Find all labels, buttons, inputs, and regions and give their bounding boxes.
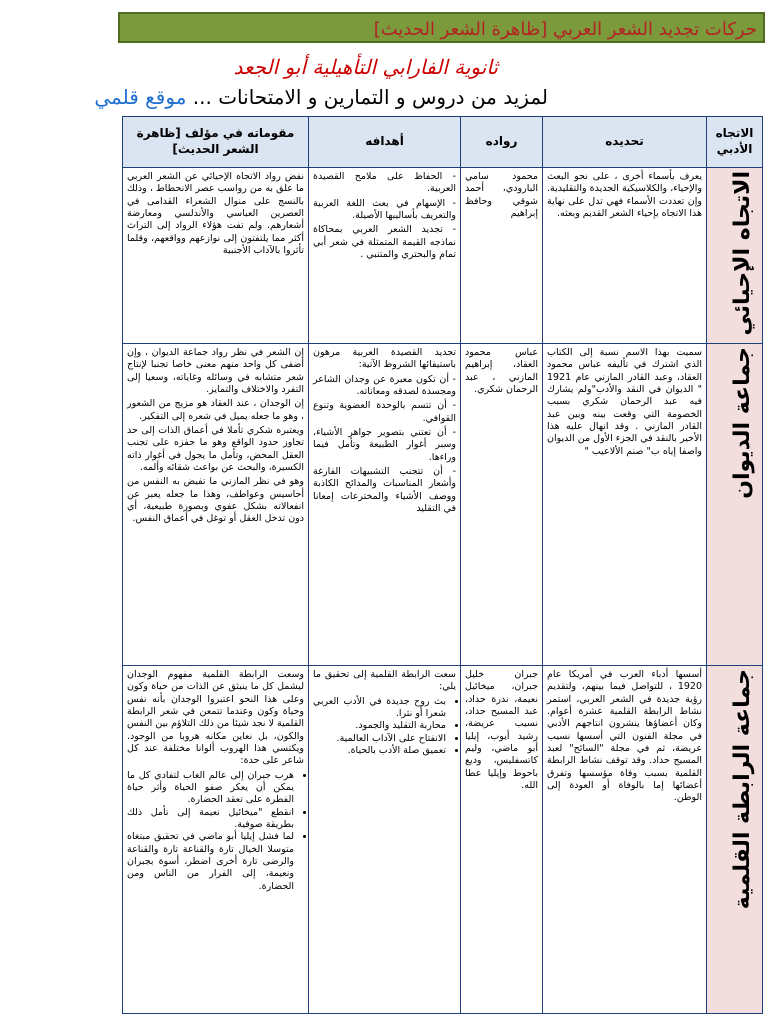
header-trend: الاتجاه الأدبي [707,117,763,168]
trends-table [122,116,763,1014]
school-name: ثانوية الفارابي التأهيلية أبو الجعد [233,55,498,79]
trend-cell [707,168,763,344]
goals-intro: سعت الرابطة القلمية إلى تحقيق ما يلي: [313,668,456,693]
goal-item: • تعميق صلة الأدب بالحياة. [313,745,446,757]
pioneers-cell: جبران خليل جبران، ميخائيل نعيمة، ندرة حداد، عبد المسيح حداد، نسيب عريضة، رشيد أيوب، إيليا أبو ماضي، وليم كاتسفليس، وديع باحوط وإيليا عطا الله. [461,665,543,1013]
site-link[interactable]: موقع قلمي [94,85,187,109]
component-paragraph: نفض رواد الاتجاه الإحيائي عن الشعر العربي ما علق به من رواسب عصر الانحطاط ، وذلك بالنسج على منوال الشعراء القدامى في العصرين العباسي والأندلسي ومعارضة أشعارهم. ولم تفت هؤلاء الرواد إلى التراث أكثر مما يلتفتون إلى نوازعهم وواقعهم، وقلما تأثروا بالآداب الأجنبية [127,171,304,257]
pioneers-cell: محمود سامي البارودي، أحمد شوقي وحافظ إبراهيم [461,168,543,344]
components-intro: وسعت الرابطة القلمية مفهوم الوجدان ليشمل كل ما ينبثق عن الذات من حياة وكون وعلى هذا النحو اعتبروا الوجدان بأنه نفس وحياة وكون وعندما تتمعن في شعر الرابطة القلمية لا نجد شيئا من ذلك التلاؤم بين النفس والكون، بل نعاين مكانه هروبا من الوجود. ويكتسي هذا الهروب ألوانا مختلفة عند كل شاعر على حدة: [127,668,304,767]
goal-item: - أن تتسم بالوحدة العضوية وتنوع القوافي. [313,400,456,424]
more-resources-text: لمزيد من دروس و التمارين و الامتحانات ... [192,85,548,109]
trend-cell [707,343,763,665]
page-title: حركات تجديد الشعر العربي [ظاهرة الشعر الحديث] [118,12,765,43]
component-paragraph: إن الشعر في نظر رواد جماعة الديوان ، وإن أضفى كل واحد منهم معنى خاصا تجنبا لإنتاج شعر متشابه في وسائله وغاياته، وسعيا إلى التفرد والاختلاف والتمايز. [127,346,304,395]
goal-item: • محاربة التقليد والجمود. [313,720,446,732]
goal-item: - أن تكون معبرة عن وجدان الشاعر ومجسدة لصدقه ومعاناته. [313,373,456,397]
components-cell [123,665,309,1013]
header-definition: تحديده [543,117,707,168]
table-row [123,168,763,344]
header-components: مقوماته في مؤلف [ظاهرة الشعر الحديث] [123,117,309,168]
goals-cell [309,665,461,1013]
component-item: • هرب جبران إلى عالم الغاب لتفادي كل ما يمكن أن يعكر صفو الحياة وأثر حياة الفطرة على تعقد الحضارة. [127,770,294,807]
component-paragraph: إن الوجدان ، عند العقاد هو مزيج من الشعور ، وهو ما جعله يميل في شعره إلى التفكير. [127,398,304,422]
trend-cell [707,665,763,1013]
component-paragraph: ويعتبره شكري تأملا في أعماق الذات إلى حد تجاوز حدود الواقع وهو ما حفزه على تجنب العقل المحض، وتأمل ما يجول في أغوار ذاته الكسيرة، والبحث عن بواعث شقائه وألمه. [127,424,304,473]
header-pioneers: رواده [461,117,543,168]
goal-item: - الإسهام في بعث اللغة العربية والتعريف بأساليبها الأصيلة. [313,197,456,222]
goals-list [313,696,456,758]
definition-cell: يعرف بأسماء أخرى ، على نحو البعث والإحياء، والكلاسيكية الجديدة والتقليدية. وإن تعددت الأسماء فهي تدل على نهاية هذا الاتجاه بإحياء الشعر القديم وبعثه. [543,168,707,344]
trend-label: الاتجاه الإحيائي [730,171,756,336]
goal-item: • بث روح جديدة في الأدب العربي شعرا أو نثرا. [313,696,446,721]
more-resources-line [94,85,548,109]
components-list [127,770,304,893]
pioneers-cell: عباس محمود العقاد، إبراهيم المازني ، عبد الرحمان شكري. [461,343,543,665]
goal-item: - أن تعتني بتصوير جواهر الأشياء، وسبر أغوار الطبيعة وتأمل فيما وراءها. [313,426,456,463]
component-item: • انقطع "ميخائيل نعيمة إلى تأمل ذلك بطريقة صوفية. [127,807,294,832]
components-cell [123,343,309,665]
goals-cell [309,343,461,665]
component-item: • لما فشل إيليا أبو ماضي في تحقيق مبتغاه متوسلا الخيال تارة والقناعة تارة والقناعة والرضى تارة أخرى اضطر، أسوة بجبران ونعيمة، إلى الفرار من الناس ومن الحضارة. [127,831,294,893]
component-paragraph: وهو في نظر المازني ما تفيض به النفس من أحاسيس وعواطف، وهذا ما جعله يعبر عن انفعالاته بشكل عفوي وبصورة طبيعية، أي دون تدخل العقل أو توغل في أعماق النفس. [127,476,304,525]
table-header-row [123,117,763,168]
trend-label: جماعة الرابطة القلمية [730,668,756,910]
trend-label: جماعة الديوان [730,346,756,499]
table-row [123,665,763,1013]
goal-item: - أن تتجنب التشبيهات الفارغة وأشعار المناسبات والمدائح الكاذبة ووصف الأشياء والمخترعات إمعانا في التقليد [313,465,456,514]
components-cell [123,168,309,344]
goal-item: تجديد القصيدة العربية مرهون باستيفائها الشروط الآتية: [313,346,456,371]
definition-cell: سميت بهذا الاسم نسبة إلى الكتاب الذي اشترك في تأليفه عباس محمود العقاد، وعبد القادر المازني عام 1921 " الديوان في النقد والأدب"ولم يشارك فيه عبد الرحمان شكري بسبب الخصومة التي وقعت بينه وبين عبد القادر المازني . وقد انهال عليه هذا الأخير بالنقد في الجزء الأول من الديوان واصفا إياه ب" صنم الألاعيب " [543,343,707,665]
table-row [123,343,763,665]
goal-item: - تجديد الشعر العربي بمحاكاة نماذجه القيمة المتمثلة في شعر أبي تمام والبحتري والمتنبي . [313,224,456,261]
header-goals: أهدافه [309,117,461,168]
goal-item: • الانفتاح على الآداب العالمية. [313,733,446,745]
goals-cell [309,168,461,344]
goal-item: - الحفاظ على ملامح القصيدة العربية. [313,171,456,195]
definition-cell: أسسها أدباء العرب في أمريكا عام 1920 ، للتواصل فيما بينهم، ولتقديم رؤية جديدة في الشعر العربي، استمر نشاط الرابطة القلمية عشرة أعوام. وكان أعضاؤها ينشرون انتاجهم الأدبي في مجلة الفنون التي أسسها نسيب عريضة، ثم في مجلة "السائح" لعبد المسيح حداد. وقد توقف نشاط الرابطة القلمية بسبب وفاة مؤسسها وتفرق أعضائها إما بالوفاة أو العودة إلى الوطن. [543,665,707,1013]
